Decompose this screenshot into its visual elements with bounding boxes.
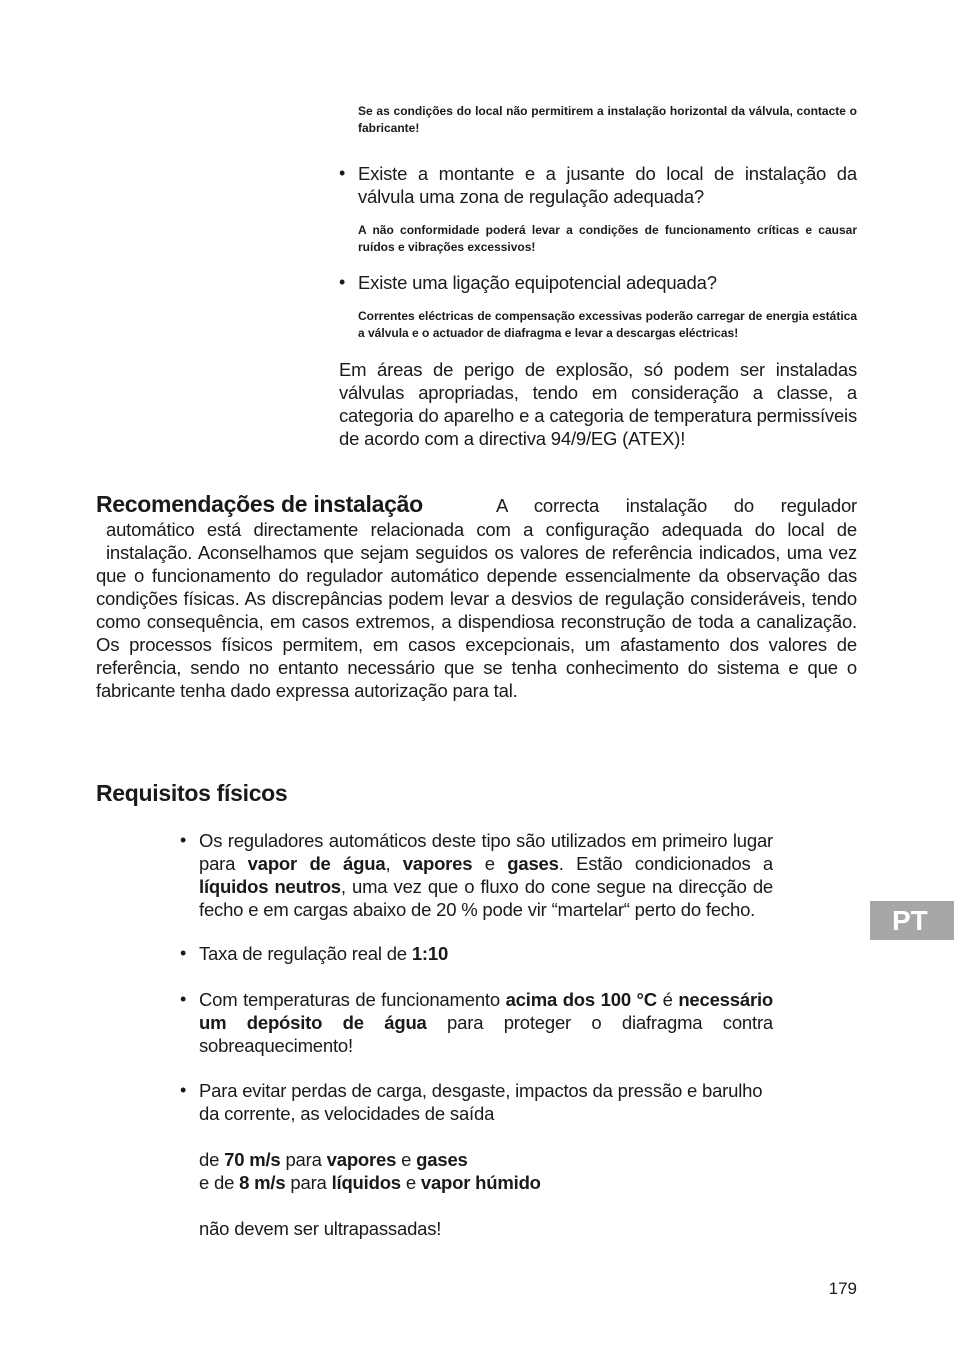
bullet-text (199, 1079, 773, 1240)
velocity-line-vapours: de 70 m/s para vapores e gases (199, 1149, 468, 1170)
term-neutral-liquids: líquidos neutros (199, 876, 341, 897)
language-tab-label: PT (892, 904, 928, 936)
installation-paragraph (96, 490, 857, 702)
velocities-intro: Para evitar perdas de carga, desgaste, impactos da pressão e barulho da corrente, as velocidades de saída (199, 1080, 763, 1124)
bullet-icon: • (180, 943, 187, 963)
ratio-value: 1:10 (411, 943, 449, 964)
term-gases: gases (507, 853, 559, 874)
bullet-icon: • (339, 272, 346, 292)
water-trap-required: necessário um depósito de água (199, 989, 773, 1033)
term-vapours: vapores (402, 853, 473, 874)
page-number: 179 (828, 1279, 857, 1298)
bullet-regulation-zone (339, 162, 857, 208)
bullet-regulator-types (180, 829, 773, 921)
bullet-equipotential (339, 271, 857, 294)
velocity-line-liquids: e de 8 m/s para líquidos e vapor húmido (199, 1172, 541, 1193)
bullet-icon: • (180, 989, 187, 1009)
bullet-text: Taxa de regulação real de 1:10 (199, 943, 449, 964)
bullet-text: Existe a montante e a jusante do local de instalação da válvula uma zona de regulação adequada? (358, 163, 857, 207)
note-equipotential: Correntes eléctricas de compensação excessivas poderão carregar de energia estática a válvula e o actuador de diafragma e levar a descargas eléctricas! (358, 309, 857, 340)
note-horizontal-installation: Se as condições do local não permitirem a instalação horizontal da válvula, contacte o fabricante! (358, 104, 857, 135)
language-tab (870, 901, 954, 940)
bullet-text: Existe uma ligação equipotencial adequada? (358, 272, 717, 293)
explosion-paragraph: Em áreas de perigo de explosão, só podem ser instaladas válvulas apropriadas, tendo em consideração a classe, a categoria do aparelho e a categoria de temperatura permissíveis de acordo com a directiva 94/9/EG (ATEX)! (339, 359, 857, 449)
note-regulation-zone: A não conformidade poderá levar a condições de funcionamento críticas e causar ruídos e vibrações excessivos! (358, 223, 857, 254)
bullet-velocities (180, 1079, 773, 1240)
bullet-text: Com temperaturas de funcionamento acima dos 100 °C é necessário um depósito de água para proteger o diafragma contra sobreaquecimento! (199, 989, 773, 1056)
bullet-icon: • (180, 1080, 187, 1100)
physical-heading: Requisitos físicos (96, 780, 288, 806)
temperature-threshold: acima dos 100 °C (505, 989, 657, 1010)
bullet-temperature (180, 988, 773, 1057)
bullet-icon: • (180, 830, 187, 850)
term-steam: vapor de água (247, 853, 386, 874)
velocities-closing: não devem ser ultrapassadas! (199, 1218, 442, 1239)
installation-heading: Recomendações de instalação (96, 491, 423, 517)
bullet-icon: • (339, 163, 346, 183)
bullet-regulation-ratio (180, 942, 773, 965)
installation-paragraph-text: A correcta instalação do regulador automático está directamente relacionada com a configuração adequada do local de instalação. Aconselhamos que sejam seguidos os valores de referência indicados, uma vez que o funcionamento do regulador automático depende essencialmente da observação das condições físicas. As discrepâncias podem levar a desvios de regulação consideráveis, tendo como consequência, em casos extremos, a dispendiosa reconstrução de toda a canalização. Os processos físicos permitem, em casos excepcionais, um afastamento dos valores de referência, sendo no entanto necessário que se tenha conhecimento do sistema e que o fabricante tenha dado expressa autorização para tal. (96, 495, 857, 701)
bullet-text: Os reguladores automáticos deste tipo são utilizados em primeiro lugar para vapor de água, vapores e gases. Estão condicionados a líquidos neutros, uma vez que o fluxo do cone segue na direcção de fecho e em cargas abaixo de 20 % pode vir “martelar“ perto do fecho. (199, 830, 774, 920)
installation-section (96, 490, 857, 702)
